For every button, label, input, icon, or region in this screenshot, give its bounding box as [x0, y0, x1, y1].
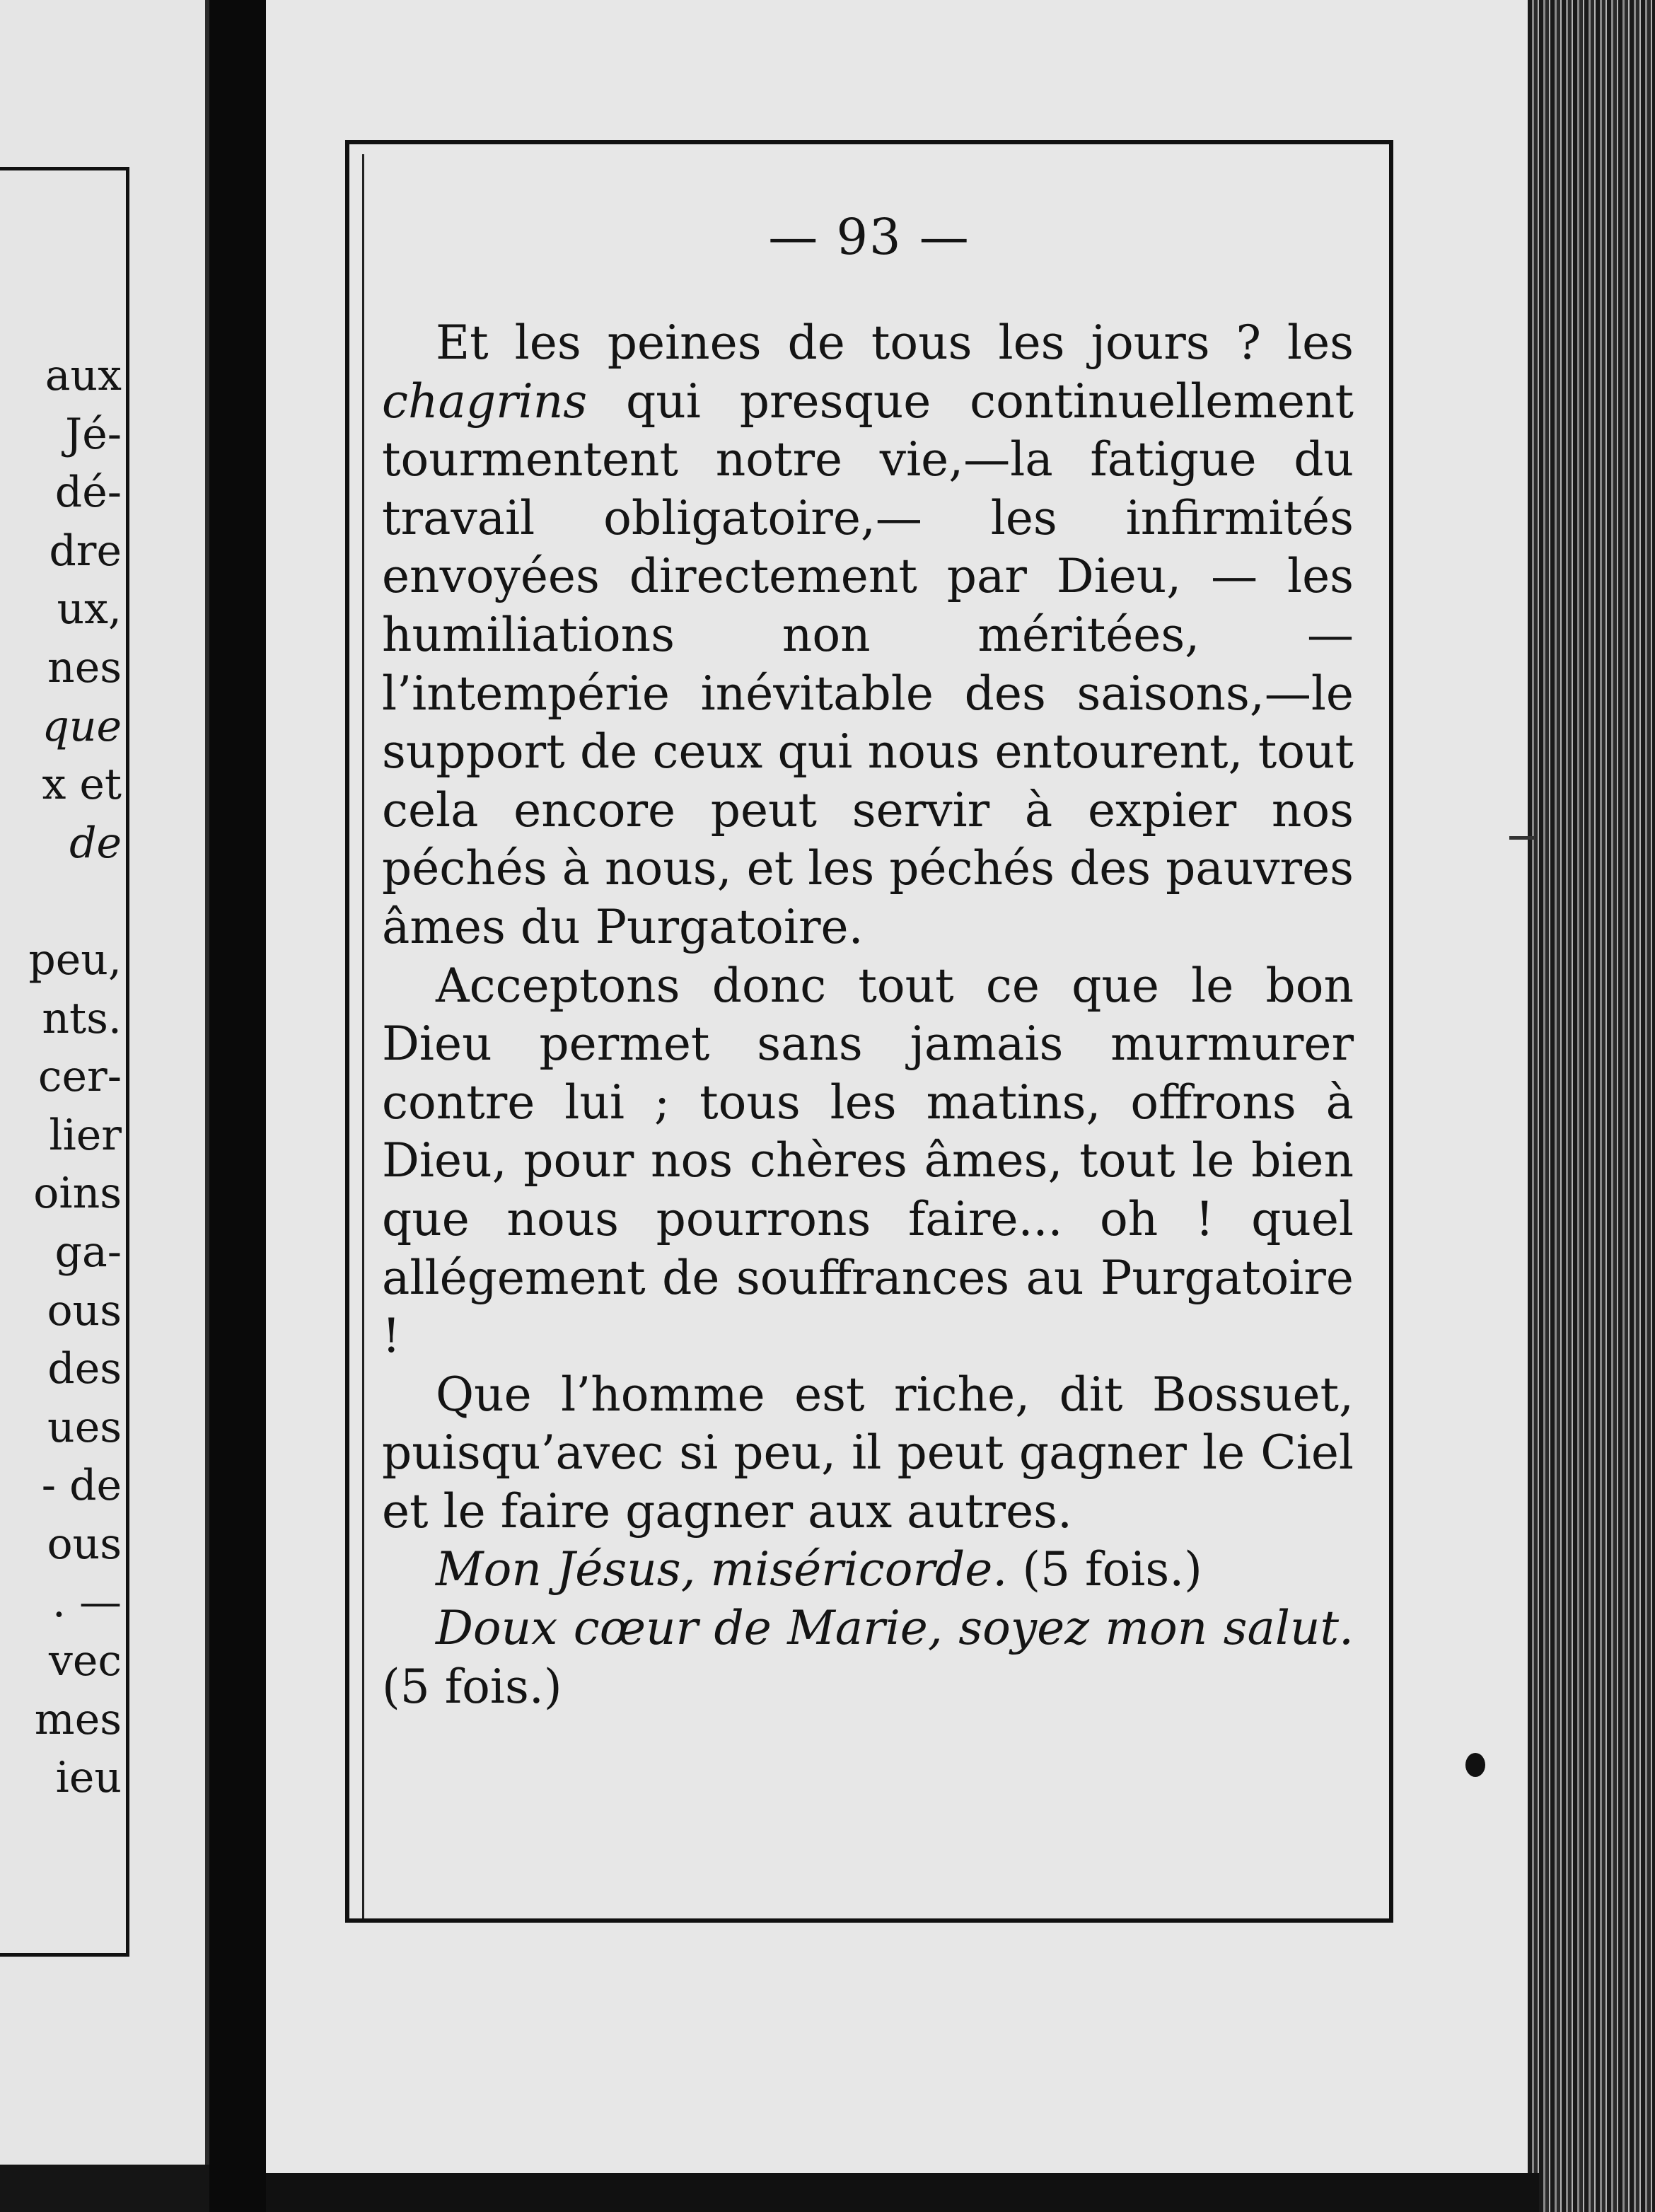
book-gutter	[209, 0, 266, 2212]
left-page-line: dé-	[54, 468, 122, 518]
left-page-line: Jé-	[65, 409, 122, 459]
left-page-line: mes	[34, 1694, 122, 1744]
left-page-line: ga-	[54, 1227, 122, 1277]
left-page-line: ux,	[57, 584, 122, 635]
left-page-line: ues	[47, 1402, 122, 1452]
left-page-line: nts.	[42, 993, 122, 1043]
paragraph-3: Que l’homme est riche, dit Bossuet, puisqu’avec si peu, il peut gagner le Ciel et le faire gagner aux autres.	[382, 1367, 1354, 1539]
left-page-line: peu,	[28, 934, 122, 985]
left-page-line: ous	[47, 1285, 122, 1336]
italic-word: chagrins	[382, 374, 588, 429]
left-page-text	[0, 347, 122, 1807]
page-bottom-shadow	[266, 2173, 1539, 2212]
paragraph-2: Acceptons donc tout ce que le bon Dieu permet sans jamais murmurer contre lui ; tous les matins, offrons à Dieu, pour nos chères âmes, tout le bien que nous pourrons faire... oh ! quel allégement de souffrances au Purgatoire !	[382, 958, 1354, 1364]
text-frame	[345, 140, 1393, 1923]
margin-mark	[1509, 836, 1535, 840]
left-page-line: ieu	[55, 1753, 122, 1803]
page-body	[382, 314, 1354, 1716]
left-page-line: que	[42, 701, 122, 751]
left-page-line: aux	[45, 351, 122, 400]
left-page-line: des	[47, 1344, 122, 1394]
page-edges	[1528, 0, 1655, 2212]
left-page-line: x et	[42, 760, 122, 810]
left-page	[0, 0, 209, 2165]
left-page-line: - de	[41, 1461, 122, 1511]
left-page-line: cer-	[37, 1052, 122, 1102]
left-page-line: oins	[33, 1169, 122, 1219]
ink-spot	[1465, 1753, 1485, 1777]
left-page-line: de	[69, 818, 122, 868]
left-page-line	[0, 872, 122, 931]
prayer-2: Doux cœur de Marie, soyez mon salut. (5 fois.)	[382, 1601, 1354, 1714]
prayer-1: Mon Jésus, miséricorde. (5 fois.)	[436, 1542, 1202, 1597]
left-page-line: dre	[49, 526, 122, 576]
left-page-line: vec	[48, 1636, 122, 1686]
page-number: — 93 —	[768, 208, 970, 266]
left-page-line: . —	[52, 1577, 122, 1628]
left-page-line: lier	[49, 1110, 122, 1160]
left-page-line: ous	[47, 1519, 122, 1569]
left-page-line: nes	[47, 642, 122, 693]
paragraph-1: Et les peines de tous les jours ? les chagrins qui presque continuellement tourmentent notre vie,—la fatigue du travail obligatoire,— les infirmités envoyées directement par Dieu, — les humiliations non méritées, — l’intempérie inévitable des saisons,—le support de ceux qui nous entourent, tout cela encore peut servir à expier nos péchés à nous, et les péchés des pauvres âmes du Purgatoire.	[382, 315, 1354, 954]
